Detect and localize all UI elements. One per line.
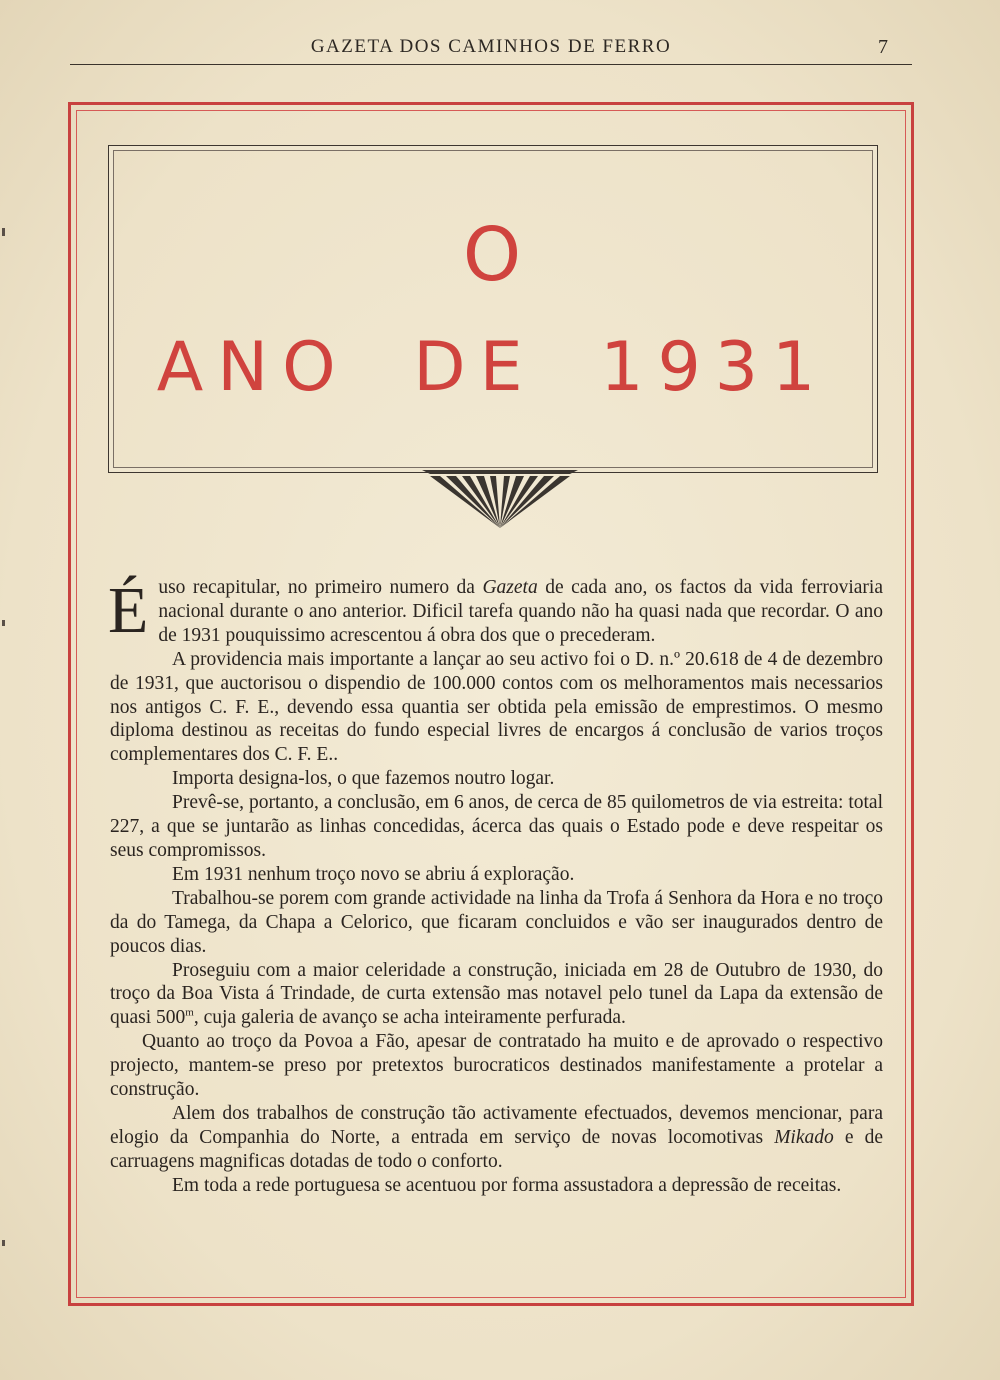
title-line-2: ANO DE 1931: [156, 328, 830, 407]
margin-mark: [2, 1240, 5, 1246]
article-body: [110, 576, 883, 1198]
margin-mark: [2, 228, 5, 236]
margin-mark: [2, 620, 5, 626]
locomotive-class: Mikado: [774, 1126, 834, 1148]
paragraph: Alem dos trabalhos de construção tão activamente efectuados, devemos mencionar, para elogio da Companhia do Norte, a entrada em serviço de novas locomotivas Mikado e de carruagens magnificas dotadas de todo o conforto.: [110, 1102, 883, 1172]
paragraph: Quanto ao troço da Povoa a Fão, apesar de contratado ha muito e de aprovado o respectivo projecto, mantem-se preso por pretextos burocraticos destinados manifestamente a protelar a construção.: [110, 1031, 883, 1101]
paragraph: Em 1931 nenhum troço novo se abriu á exploração.: [172, 863, 575, 885]
paragraph: Éuso recapitular, no primeiro numero da Gazeta de cada ano, os factos da vida ferroviaria nacional durante o ano anterior. Dificil tarefa quando não ha quasi nada que recordar. O ano de 1931 pouquissimo acrescentou á obra dos que o precederam.: [108, 574, 883, 647]
paragraph: Trabalhou-se porem com grande actividade na linha da Trofa á Senhora da Hora e no troço da do Tamega, da Chapa a Celorico, que ficaram concluidos e vão ser inaugurados dentro de poucos dias.: [110, 887, 883, 957]
journal-title: GAZETA DOS CAMINHOS DE FERRO: [310, 36, 672, 57]
page-number: 7: [878, 36, 888, 58]
title-line-1: O: [462, 212, 524, 298]
paragraph: A providencia mais importante a lançar ao seu activo foi o D. n.º 20.618 de 4 de dezembro de 1931, que auctorisou o dispendio de 100.000 contos com os melhoramentos mais necessarios nos antigos C. F. E., devendo essa quantia ser obtida pela emissão de emprestimos. O mesmo diploma destinou as receitas do fundo especial livres de encargos á conclusão de varios troços complementares dos C. F. E..: [110, 648, 883, 766]
running-head: [70, 34, 912, 65]
periodical-name: Gazeta: [482, 577, 538, 598]
paragraph: Importa designa-los, o que fazemos noutro logar.: [172, 768, 555, 790]
unit-superscript: m: [185, 1006, 194, 1019]
paragraph: Prevê-se, portanto, a conclusão, em 6 anos, de cerca de 85 quilometros de via estreita: total 227, a que se juntarão as linhas concedidas, ácerca das quais o Estado pode e deve respeitar os seus compromissos.: [110, 792, 883, 861]
title-box: [108, 145, 878, 473]
paragraph: Proseguiu com a maior celeridade a construção, iniciada em 28 de Outubro de 1930, do troço da Boa Vista á Trindade, de curta extensão mas notavel pelo tunel da Lapa da extensão de quasi 500$^m$, cuja galeria de avanço se acha inteiramente perfurada.: [110, 959, 883, 1029]
paragraph: Em toda a rede portuguesa se acentuou por forma assustadora a depressão de receitas.: [172, 1174, 842, 1196]
drop-cap: É: [108, 574, 149, 647]
fan-ornament-icon: [420, 468, 580, 530]
